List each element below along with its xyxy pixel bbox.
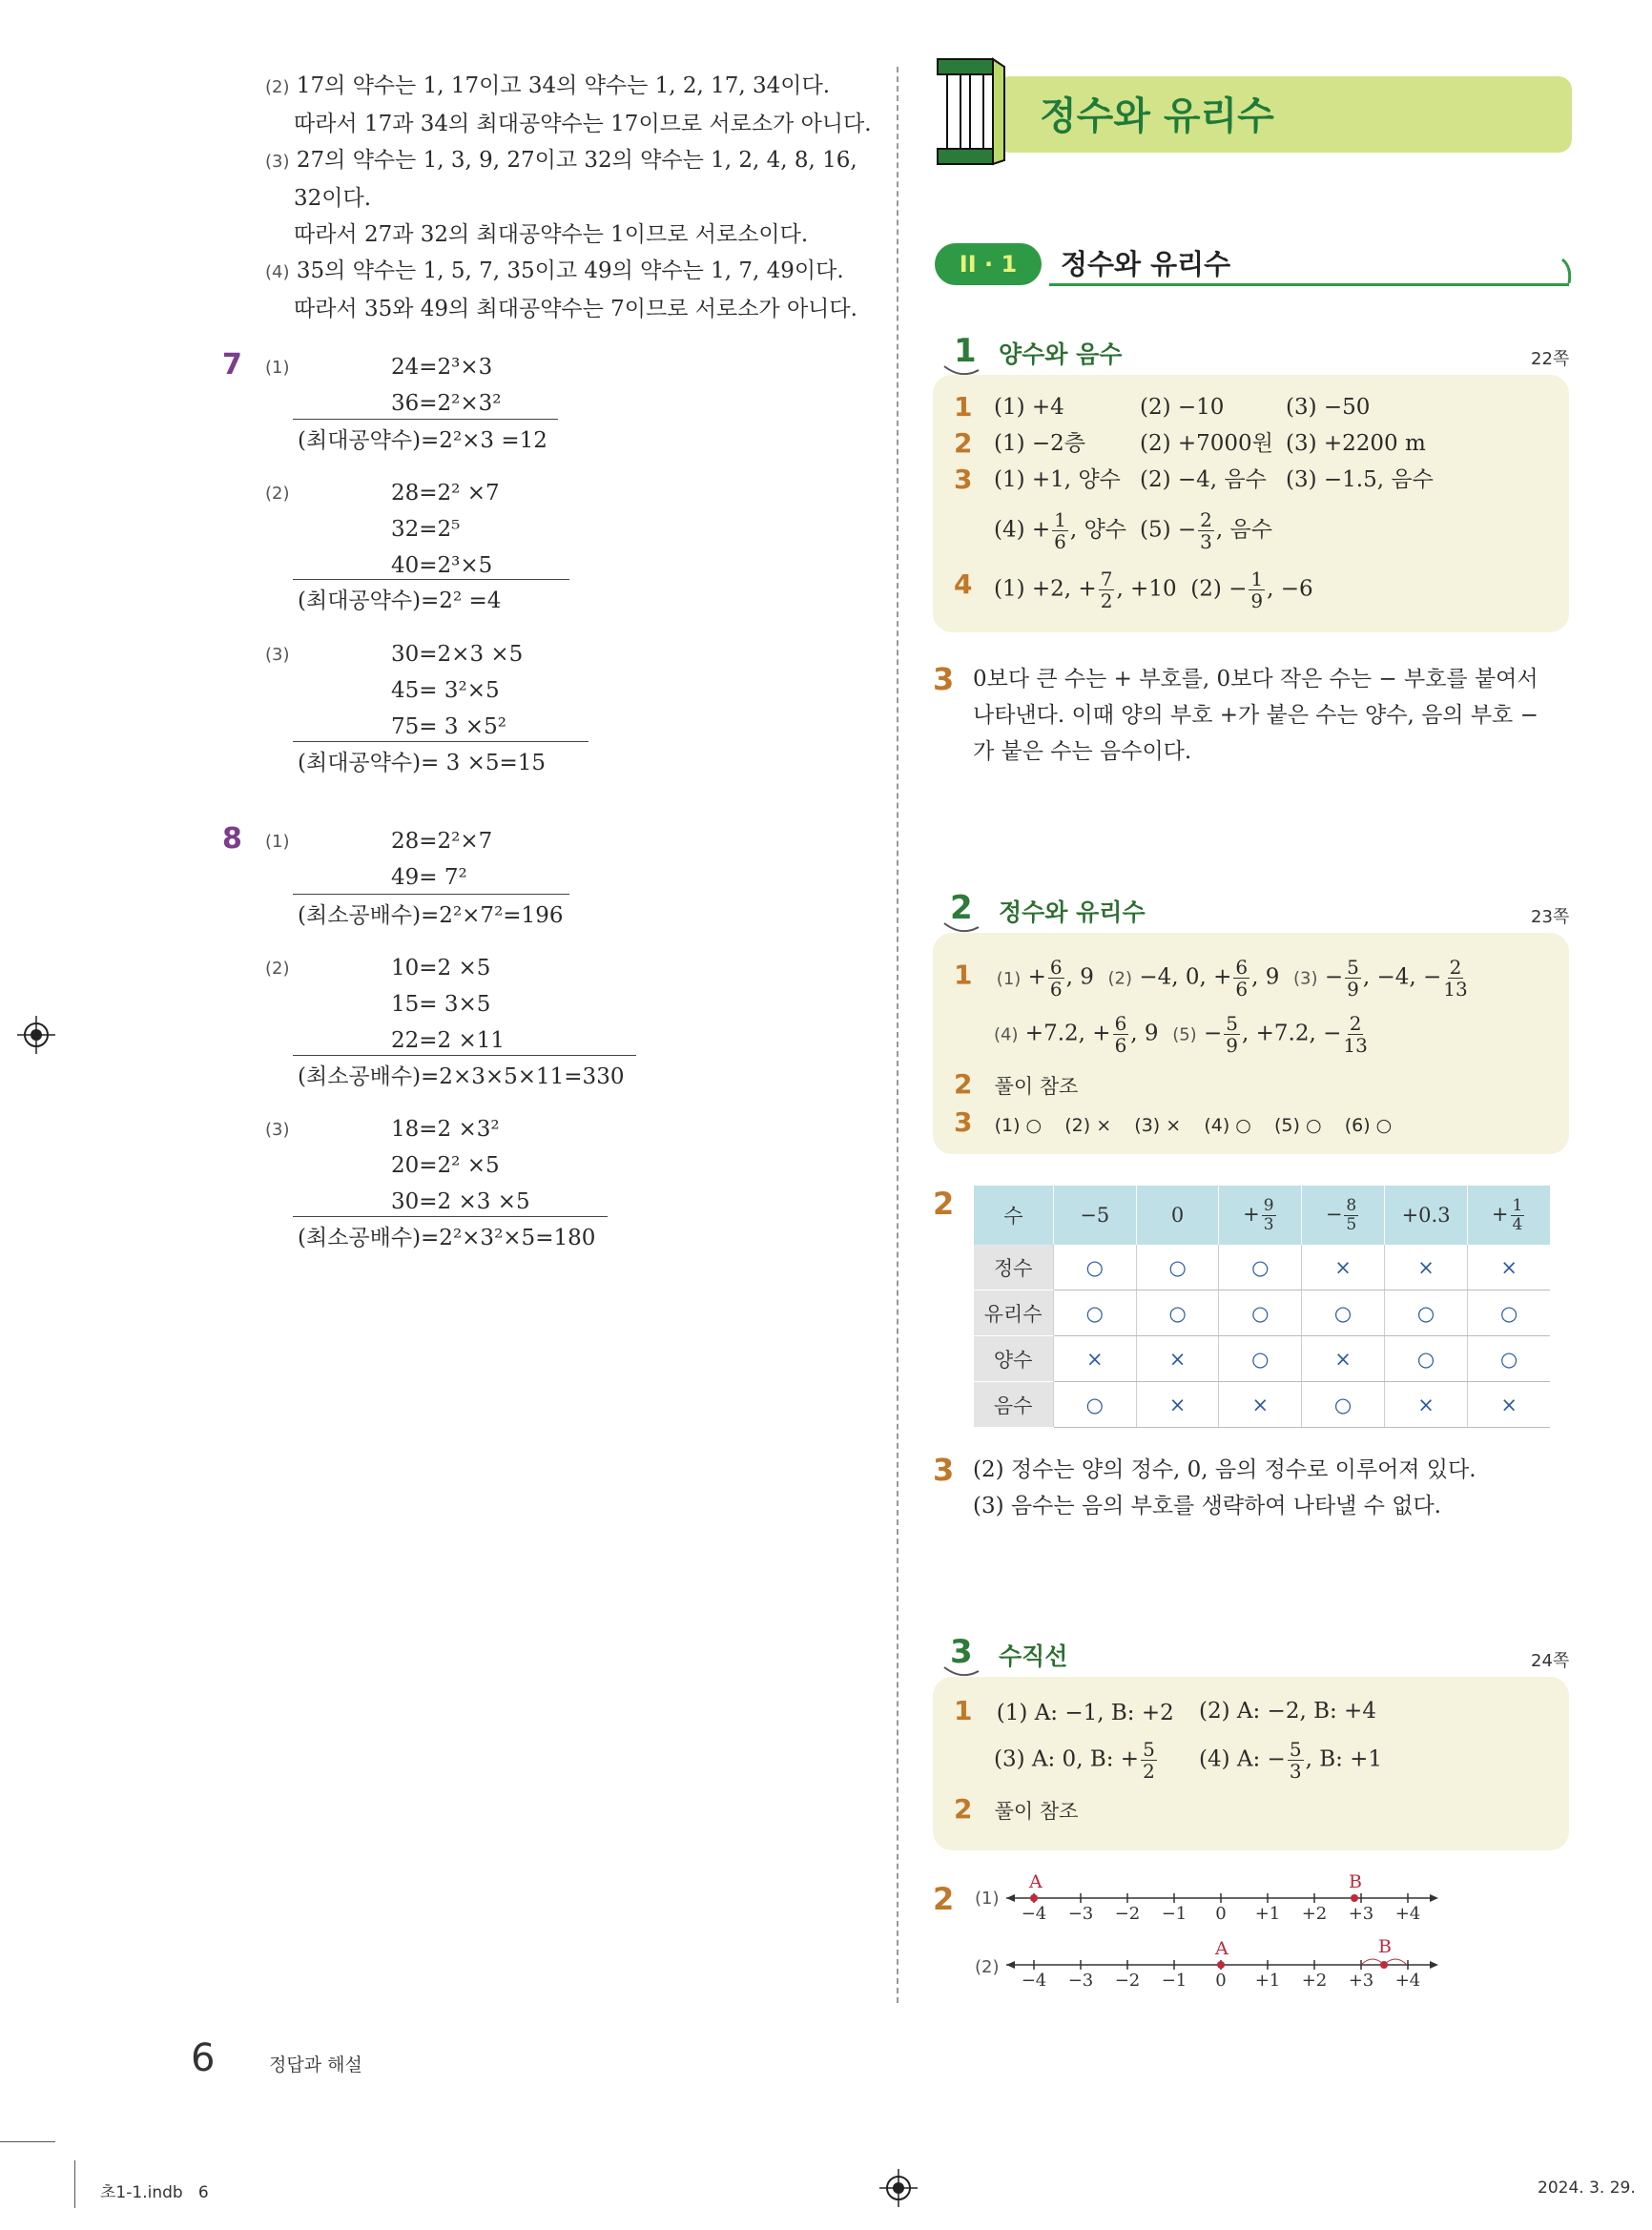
intro-line: 따라서 17과 34의 최대공약수는 17이므로 서로소가 아니다. [294,112,872,136]
problem-7-2-lines: 28=2² ×7 32=2⁵ 40=2³×5 [391,481,500,578]
point-b-label: B [1349,1871,1362,1892]
divider [293,741,589,742]
section-2-row-1b: (4) +7.2, + $\frac{6}{6}$ , 9 (5) − $\frac{5}{9}$ , +7.2, − $\frac{2}{13}$ [994,1012,1368,1057]
section-1-answers [954,391,1564,618]
problem-8-3-result: (최소공배수)=2²×3²×5=180 [298,1226,596,1250]
answer-row: 4 (1) +2, + $\frac{7}{2}$ , +10 (2) − $\frac{1}{9}$ , −6 [954,568,1313,612]
page-footer-label: 정답과 해설 [269,2054,362,2075]
note-number: 3 [933,1452,955,1488]
classification-table [973,1186,1550,1428]
problem-7-3-result: (최대공약수)= 3 ×5=15 [298,751,547,775]
section-2-row-2: 2 풀이 참조 [954,1068,1079,1100]
print-date: 2024. 3. 29. [1538,2178,1636,2198]
tick-label: −2 [1114,1971,1141,1991]
point-b [1351,1894,1358,1902]
page-number: 6 [191,2036,216,2080]
problem-7-2-result: (최대공약수)=2² =4 [298,588,502,613]
crop-mark [0,2141,55,2142]
section-1-number: 1 [954,332,977,370]
problem-7-2-label: (2) [265,484,290,504]
chapter-title: 정수와 유리수 [1040,94,1274,138]
section-3-row-1d: (4) A: − $\frac{5}{3}$ , B: +1 [1199,1738,1383,1783]
tick-label: −4 [1021,1971,1047,1991]
problem-7-1-lines: 24=2³×3 36=2²×3² [391,355,502,416]
unit-underline [1049,283,1569,286]
table-row: 유리수 ○ ○ ○ ○ ○ ○ [974,1291,1551,1336]
answer-row: (4) + $\frac{1}{6}$ , 양수 (5) − $\frac{2}{3}$ , 음수 [994,508,1272,553]
tick-label: −4 [1021,1904,1047,1924]
divider [293,1216,608,1217]
tick-label: −3 [1067,1904,1094,1924]
table-row: 음수 ○ × × ○ × × [974,1382,1551,1428]
column-divider [897,67,898,2003]
intro-line: 따라서 27과 32의 최대공약수는 1이므로 서로소이다. [294,222,809,247]
section-3-row-1b: (2) A: −2, B: +4 [1199,1699,1376,1724]
problem-8-3-lines: 18=2 ×3² 20=2² ×5 30=2 ×3 ×5 [391,1117,530,1214]
problem-8-2-lines: 10=2 ×5 15= 3×5 22=2 ×11 [391,956,506,1053]
tick-label: −3 [1067,1971,1094,1991]
section-2-title: 정수와 유리수 [999,898,1146,926]
problem-8-1-result: (최소공배수)=2²×7²=196 [298,903,564,928]
arrow-right-icon [1430,1961,1438,1969]
section-2-row-3: 3 (1) ○ (2) × (3) × (4) ○ (5) ○ (6) ○ [954,1106,1393,1138]
point-a-label: A [1215,1938,1229,1959]
problem-8-2-label: (2) [265,959,290,979]
table-row: 정수 ○ ○ ○ × × × [974,1245,1551,1291]
section-3-row-2: 2 풀이 참조 [954,1793,1079,1825]
section-1-title: 양수와 음수 [999,341,1123,368]
section-3-title: 수직선 [999,1642,1068,1670]
section-1-page: 22쪽 [1531,349,1570,369]
intro-line: 따라서 35와 49의 최대공약수는 7이므로 서로소가 아니다. [294,297,857,321]
table-header-row: 수 −5 0 + $\frac{9}{3}$ − $\frac{8}{5}$ +0.3 + $\frac{1}{4}$ [974,1186,1551,1245]
divider [293,894,569,895]
section-2-note: (2) 정수는 양의 정수, 0, 음의 정수로 이루어져 있다. (3) 음수는 음의 부호를 생략하여 나타낼 수 없다. [973,1457,1476,1518]
numberline-1-label: (1) [975,1889,1000,1909]
section-3-row-1c: (3) A: 0, B: + $\frac{5}{2}$ [994,1738,1155,1783]
arrow-left-icon [1006,1961,1015,1969]
problem-8-3-label: (3) [265,1120,290,1140]
tick-label: −1 [1161,1971,1187,1991]
intro-line: (2) 17의 약수는 1, 17이고 34의 약수는 1, 2, 17, 34이다. [265,73,831,98]
tick-label: +3 [1348,1971,1374,1991]
tick-label: 0 [1215,1971,1227,1991]
table-problem-number: 2 [933,1186,955,1222]
registration-mark-icon [879,2169,918,2207]
unit-title: 정수와 유리수 [1061,248,1231,280]
intro-line: 32이다. [294,186,372,211]
problem-8-1-label: (1) [265,832,290,852]
underline-curl [1555,258,1574,286]
tick-label: +2 [1301,1904,1328,1924]
tick-label: +4 [1394,1904,1421,1924]
point-a [1217,1961,1225,1969]
answer-row: 3 (1) +1, 양수 (2) −4, 음수 (3) −1.5, 음수 [954,464,1434,495]
roman-numeral-icon [930,55,1016,168]
section-1-note: 0보다 큰 수는 + 부호를, 0보다 작은 수는 − 부호를 붙여서 나타낸다. 이때 양의 부호 +가 붙은 수는 양수, 음의 부호 − 가 붙은 수는 음수이다. [973,667,1538,764]
print-file-info: 초1-1.indb 6 [100,2183,209,2202]
tick-label: +1 [1254,1904,1281,1924]
section-3-page: 24쪽 [1531,1651,1570,1671]
tick-label: −2 [1114,1904,1141,1924]
section-3-row-1: 1 (1) A: −1, B: +2 [954,1695,1174,1726]
point-a-label: A [1029,1871,1043,1892]
problem-8-2-result: (최소공배수)=2×3×5×11=330 [298,1064,625,1089]
problem-8-number: 8 [222,822,242,856]
number-line-1-ticks [1022,1893,1421,1924]
section-2-row-1: 1 (1) + $\frac{6}{6}$ , 9 (2) −4, 0, + $\frac{6}{6}$ , 9 (3) − $\frac{5}{9}$ , −4, − $\frac{2}{13}$ [954,956,1468,1001]
numberline-problem-number: 2 [933,1881,955,1917]
note-number: 3 [933,661,955,697]
intro-block [265,68,872,327]
answer-row: 1 (1) +4 (2) −10 (3) −50 [954,391,1371,423]
problem-7-3-label: (3) [265,645,290,665]
tick-label: +2 [1301,1971,1328,1991]
tick-label: 0 [1215,1904,1227,1924]
problem-7-1-result: (최대공약수)=2²×3 =12 [298,428,547,453]
arrow-right-icon [1430,1894,1438,1902]
unit-badge: II · 1 [935,243,1042,285]
divider [293,419,558,420]
intro-line: (3) 27의 약수는 1, 3, 9, 27이고 32의 약수는 1, 2, 4, 8, 16, [265,148,857,173]
tick-label: −1 [1161,1904,1187,1924]
divider [293,1055,636,1056]
intro-line: (4) 35의 약수는 1, 5, 7, 35이고 49의 약수는 1, 7, 49이다. [265,258,844,283]
point-b-label: B [1378,1936,1392,1957]
section-2-number: 2 [950,889,973,927]
section-3-number: 3 [950,1633,973,1671]
registration-mark-icon [17,1016,55,1054]
problem-8-1-lines: 28=2²×7 49= 7² [391,829,493,890]
table-row: 양수 × × ○ × ○ ○ [974,1336,1551,1382]
tick-label: +3 [1348,1904,1374,1924]
problem-7-number: 7 [222,348,242,382]
arrow-left-icon [1006,1894,1015,1902]
tick-label: +4 [1394,1971,1421,1991]
divider [293,579,569,580]
tick-label: +1 [1254,1971,1281,1991]
numberline-2-label: (2) [975,1957,1000,1977]
problem-7-3-lines: 30=2×3 ×5 45= 3²×5 75= 3 ×5² [391,642,524,739]
problem-7-1-label: (1) [265,358,290,378]
crop-mark [74,2160,75,2208]
answer-row: 2 (1) −2층 (2) +7000원 (3) +2200 m [954,427,1426,459]
section-2-page: 23쪽 [1531,907,1570,927]
number-line-figure [1002,1865,1450,1998]
point-a [1030,1894,1038,1902]
